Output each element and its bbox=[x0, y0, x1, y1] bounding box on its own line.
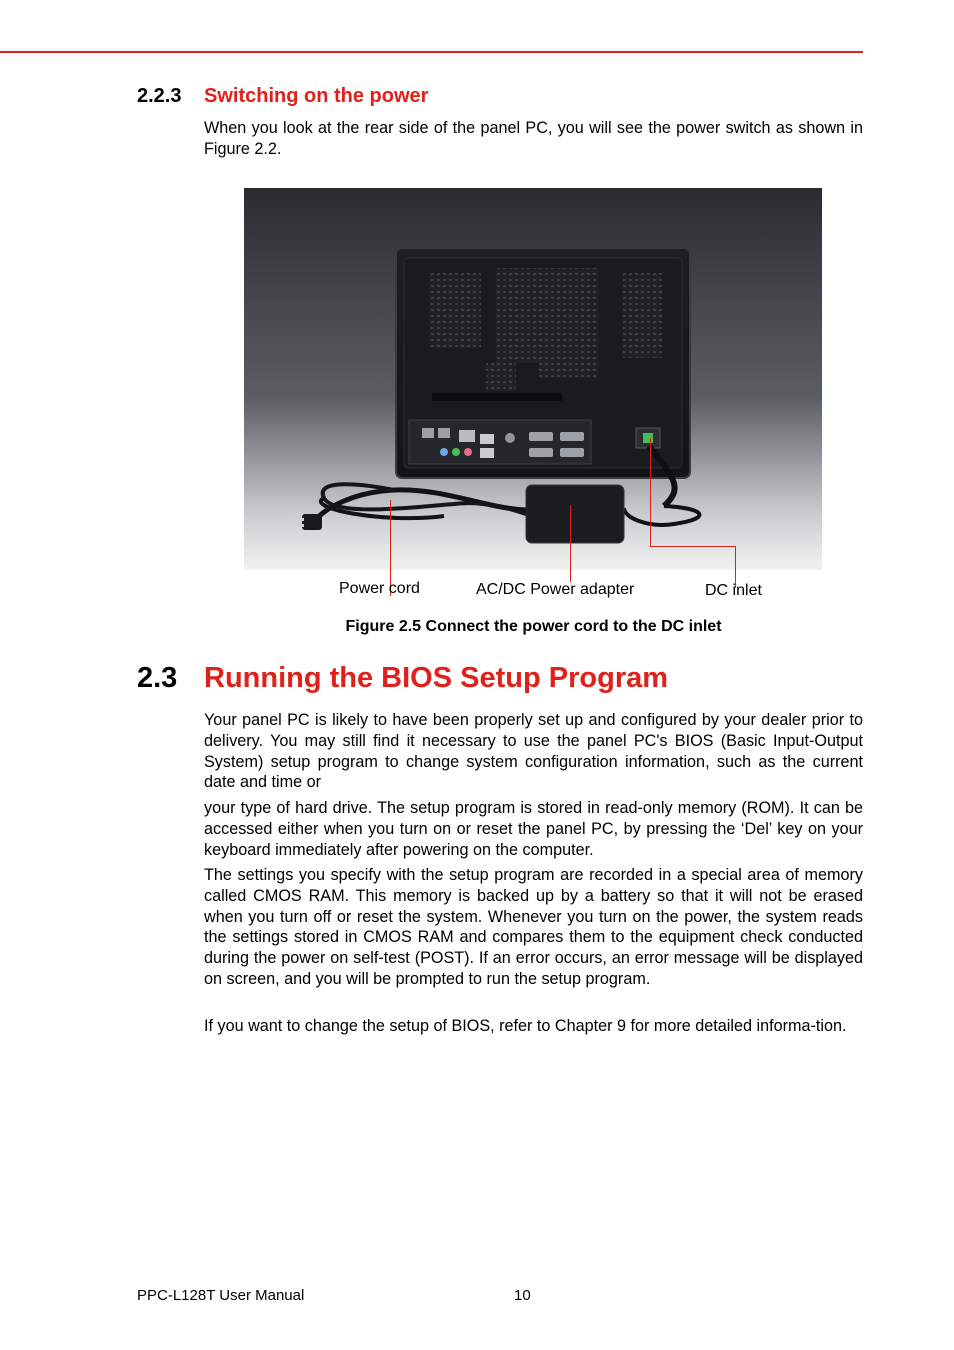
bios-paragraph-1: Your panel PC is likely to have been properly set up and configured by your dealer prior to delivery. You may still find it necessary to use the panel PC's BIOS (Basic Input-Output System) setup program to change system configuration information, such as the current date and time or bbox=[204, 711, 863, 792]
dc-inlet-leader-horizontal bbox=[650, 546, 736, 547]
section-title: Running the BIOS Setup Program bbox=[204, 662, 669, 694]
section-number: 2.3 bbox=[137, 662, 178, 694]
figure-caption: Figure 2.5 Connect the power cord to the DC inlet bbox=[345, 618, 722, 635]
section-2-2-3-body: When you look at the rear side of the panel PC, you will see the power switch as shown in Figure 2.2. bbox=[204, 119, 863, 158]
adapter-leader bbox=[570, 505, 571, 582]
section-heading-2-3 bbox=[137, 662, 668, 695]
callout-ac-dc-adapter: AC/DC Power adapter bbox=[476, 581, 635, 598]
dc-inlet-leader-vertical bbox=[650, 438, 651, 546]
callout-power-cord: Power cord bbox=[339, 580, 420, 597]
header-rule bbox=[0, 51, 863, 53]
bios-paragraph-3: The settings you specify with the setup program are recorded in a special area of memory called CMOS RAM. This memory is backed up by a battery so that it will not be erased when you turn off or reset the system. Whenever you turn on the power, the system reads the settings stored in CMOS RAM and compares them to the equipment check conducted during the power on self-test (POST). If an error occurs, an error message will be displayed on screen, and you will be prompted to run the setup program. bbox=[204, 866, 863, 988]
section-heading-2-2-3 bbox=[137, 85, 428, 108]
footer-manual-title: PPC-L128T User Manual bbox=[137, 1287, 305, 1304]
callout-dc-inlet: DC inlet bbox=[705, 582, 762, 599]
bios-paragraph-2: your type of hard drive. The setup program is stored in read-only memory (ROM). It can be accessed either when you turn on or reset the panel PC, by pressing the ‘Del’ key on your keyboard immediately after powering on the computer. bbox=[204, 799, 863, 859]
section-title: Switching on the power bbox=[204, 85, 429, 107]
panel-pc-rear-photo bbox=[244, 188, 822, 570]
bios-paragraph-4: If you want to change the setup of BIOS, refer to Chapter 9 for more detailed informa-tion. bbox=[204, 1017, 847, 1035]
footer-page-number: 10 bbox=[514, 1287, 531, 1304]
section-number: 2.2.3 bbox=[137, 85, 182, 107]
